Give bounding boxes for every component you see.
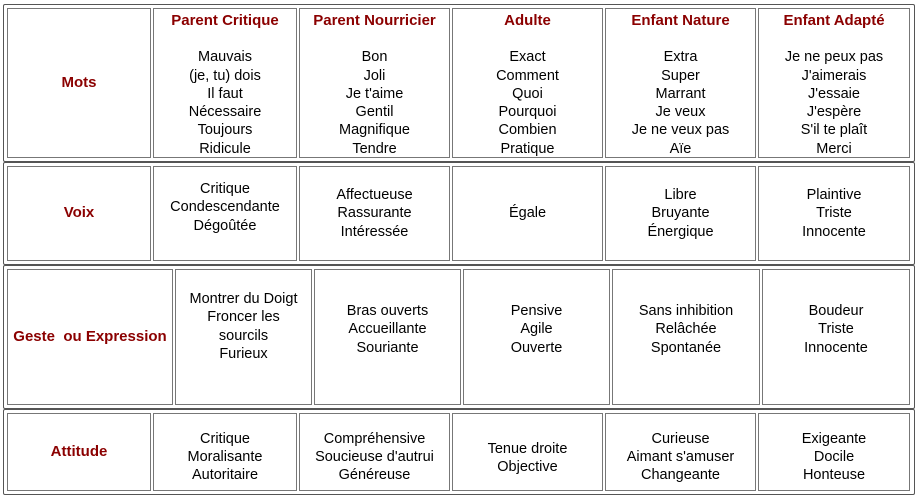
cell-attitude-enfant-adapte: Exigeante Docile Honteuse: [758, 413, 910, 491]
row-geste-expression: [3, 265, 915, 409]
cell-geste-enfant-adapte: Boudeur Triste Innocente: [762, 269, 910, 405]
column-header-adulte: Adulte: [504, 12, 551, 29]
column-header-parent-nourricier: Parent Nourricier: [313, 12, 436, 29]
cell-attitude-parent-critique: Critique Moralisante Autoritaire: [153, 413, 297, 491]
cell-geste-adulte: Pensive Agile Ouverte: [463, 269, 610, 405]
cell-voix-enfant-adapte: Plaintive Triste Innocente: [758, 166, 910, 261]
cell-voix-adulte: Égale: [452, 166, 603, 261]
cell-voix-parent-nourricier: Affectueuse Rassurante Intéressée: [299, 166, 450, 261]
row-attitude: [3, 409, 915, 495]
cell-mots-enfant-adapte: Enfant Adapté Je ne peux pas J'aimerais J'essaie J'espère S'il te plaît Merci: [758, 8, 910, 158]
cell-geste-enfant-nature: Sans inhibition Relâchée Spontanée: [612, 269, 760, 405]
cell-attitude-adulte: Tenue droite Objective: [452, 413, 603, 491]
row-label-geste-expression: Geste ou Expression: [7, 269, 173, 405]
cell-attitude-parent-nourricier: Compréhensive Soucieuse d'autrui Généreuse: [299, 413, 450, 491]
row-mots: [3, 4, 915, 162]
cell-geste-parent-nourricier: Bras ouverts Accueillante Souriante: [314, 269, 461, 405]
cell-voix-enfant-nature: Libre Bruyante Énergique: [605, 166, 756, 261]
column-header-parent-critique: Parent Critique: [171, 12, 279, 29]
row-label-attitude: Attitude: [7, 413, 151, 491]
cell-mots-adulte: Adulte Exact Comment Quoi Pourquoi Combien Pratique: [452, 8, 603, 158]
column-header-enfant-adapte: Enfant Adapté: [783, 12, 885, 29]
cell-attitude-enfant-nature: Curieuse Aimant s'amuser Changeante: [605, 413, 756, 491]
row-voix: [3, 162, 915, 265]
cell-mots-parent-critique: Parent Critique Mauvais (je, tu) dois Il faut Nécessaire Toujours Ridicule: [153, 8, 297, 158]
cell-mots-enfant-nature: Enfant Nature Extra Super Marrant Je veux Je ne veux pas Aïe: [605, 8, 756, 158]
cell-mots-parent-nourricier: Parent Nourricier Bon Joli Je t'aime Gentil Magnifique Tendre: [299, 8, 450, 158]
cell-voix-parent-critique: Critique Condescendante Dégoûtée: [153, 166, 297, 261]
row-label-mots: Mots: [7, 8, 151, 158]
row-label-voix: Voix: [7, 166, 151, 261]
cell-geste-parent-critique: Montrer du Doigt Froncer les sourcils Furieux: [175, 269, 312, 405]
column-header-enfant-nature: Enfant Nature: [631, 12, 730, 29]
